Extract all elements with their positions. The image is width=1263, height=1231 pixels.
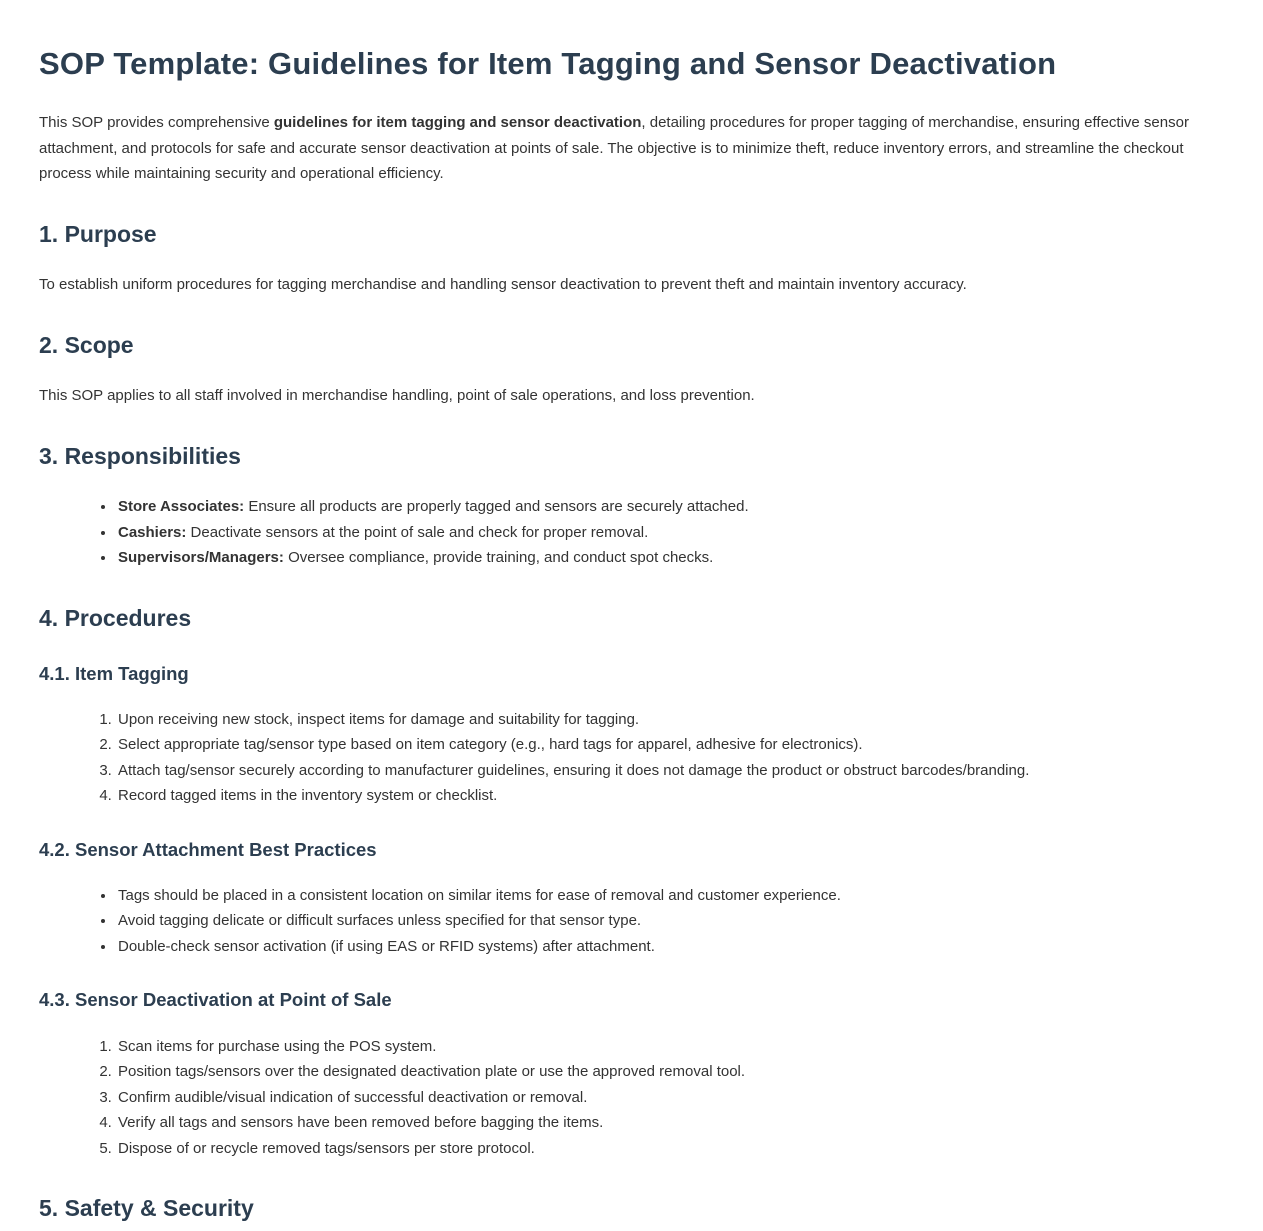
procedure-step: 2. Select appropriate tag/sensor type based on item category (e.g., hard tags for apparel, adhesive for electronics). — [116, 732, 1220, 758]
procedure-step: 4. Verify all tags and sensors have been removed before bagging the items. — [116, 1110, 1220, 1136]
responsibility-role-label: Supervisors/Managers: — [118, 549, 284, 567]
intro-text-post: , detailing procedures for proper tagging of merchandise, ensuring effective sensor attachment, and protocols for safe and accurate sensor deactivation at points of sale. The objective is to minimize theft, reduce inventory errors, and streamline the checkout process while maintaining security and operational efficiency. — [39, 114, 1189, 183]
responsibility-item — [116, 545, 1220, 571]
subsection-item-tagging-heading: 4.1. Item Tagging — [39, 662, 189, 684]
responsibility-item — [116, 494, 1220, 520]
procedure-step: 5. Dispose of or recycle removed tags/sensors per store protocol. — [116, 1136, 1220, 1162]
section-safety-security-heading: 5. Safety & Security — [39, 1195, 254, 1222]
section-purpose-heading: 1. Purpose — [39, 220, 157, 247]
responsibility-role-label: Cashiers: — [118, 523, 187, 541]
procedure-step: 2. Position tags/sensors over the designated deactivation plate or use the approved removal tool. — [116, 1059, 1220, 1085]
procedure-step: 1. Scan items for purchase using the POS system. — [116, 1034, 1220, 1060]
intro-paragraph — [39, 110, 1220, 187]
scope-text: This SOP applies to all staff involved in merchandise handling, point of sale operations, and loss prevention. — [39, 387, 755, 405]
purpose-text: To establish uniform procedures for tagging merchandise and handling sensor deactivation to prevent theft and maintain inventory accuracy. — [39, 276, 967, 294]
subsection-sensor-deactivation-heading: 4.3. Sensor Deactivation at Point of Sale — [39, 989, 392, 1011]
subsection-sensor-attachment-heading: 4.2. Sensor Attachment Best Practices — [39, 838, 377, 860]
best-practice-item: • Avoid tagging delicate or difficult surfaces unless specified for that sensor type. — [116, 908, 1220, 934]
best-practice-item: • Tags should be placed in a consistent location on similar items for ease of removal and customer experience. — [116, 883, 1220, 909]
section-responsibilities-heading: 3. Responsibilities — [39, 442, 241, 469]
item-tagging-steps-list — [39, 707, 1220, 809]
section-procedures-heading: 4. Procedures — [39, 604, 192, 631]
procedure-step: 4. Record tagged items in the inventory system or checklist. — [116, 783, 1220, 809]
responsibilities-list — [39, 494, 1220, 571]
responsibility-text: Deactivate sensors at the point of sale and check for proper removal. — [186, 523, 649, 541]
best-practice-item: • Double-check sensor activation (if using EAS or RFID systems) after attachment. — [116, 934, 1220, 960]
responsibility-text: Ensure all products are properly tagged and sensors are securely attached. — [244, 498, 749, 516]
procedure-step: 3. Attach tag/sensor securely according to manufacturer guidelines, ensuring it does not damage the product or obstruct barcodes/branding. — [116, 758, 1220, 784]
responsibility-text: Oversee compliance, provide training, and conduct spot checks. — [283, 549, 714, 567]
intro-text-pre: This SOP provides comprehensive — [39, 114, 274, 132]
sensor-attachment-list — [39, 883, 1220, 960]
section-scope-heading: 2. Scope — [39, 331, 134, 358]
responsibility-item — [116, 520, 1220, 546]
sensor-deactivation-steps-list — [39, 1034, 1220, 1162]
intro-text-bold: guidelines for item tagging and sensor deactivation — [273, 114, 642, 132]
procedure-step: 1. Upon receiving new stock, inspect items for damage and suitability for tagging. — [116, 707, 1220, 733]
procedure-step: 3. Confirm audible/visual indication of successful deactivation or removal. — [116, 1085, 1220, 1111]
responsibility-role-label: Store Associates: — [118, 498, 245, 516]
page-title: SOP Template: Guidelines for Item Tagging and Sensor Deactivation — [39, 46, 1057, 81]
